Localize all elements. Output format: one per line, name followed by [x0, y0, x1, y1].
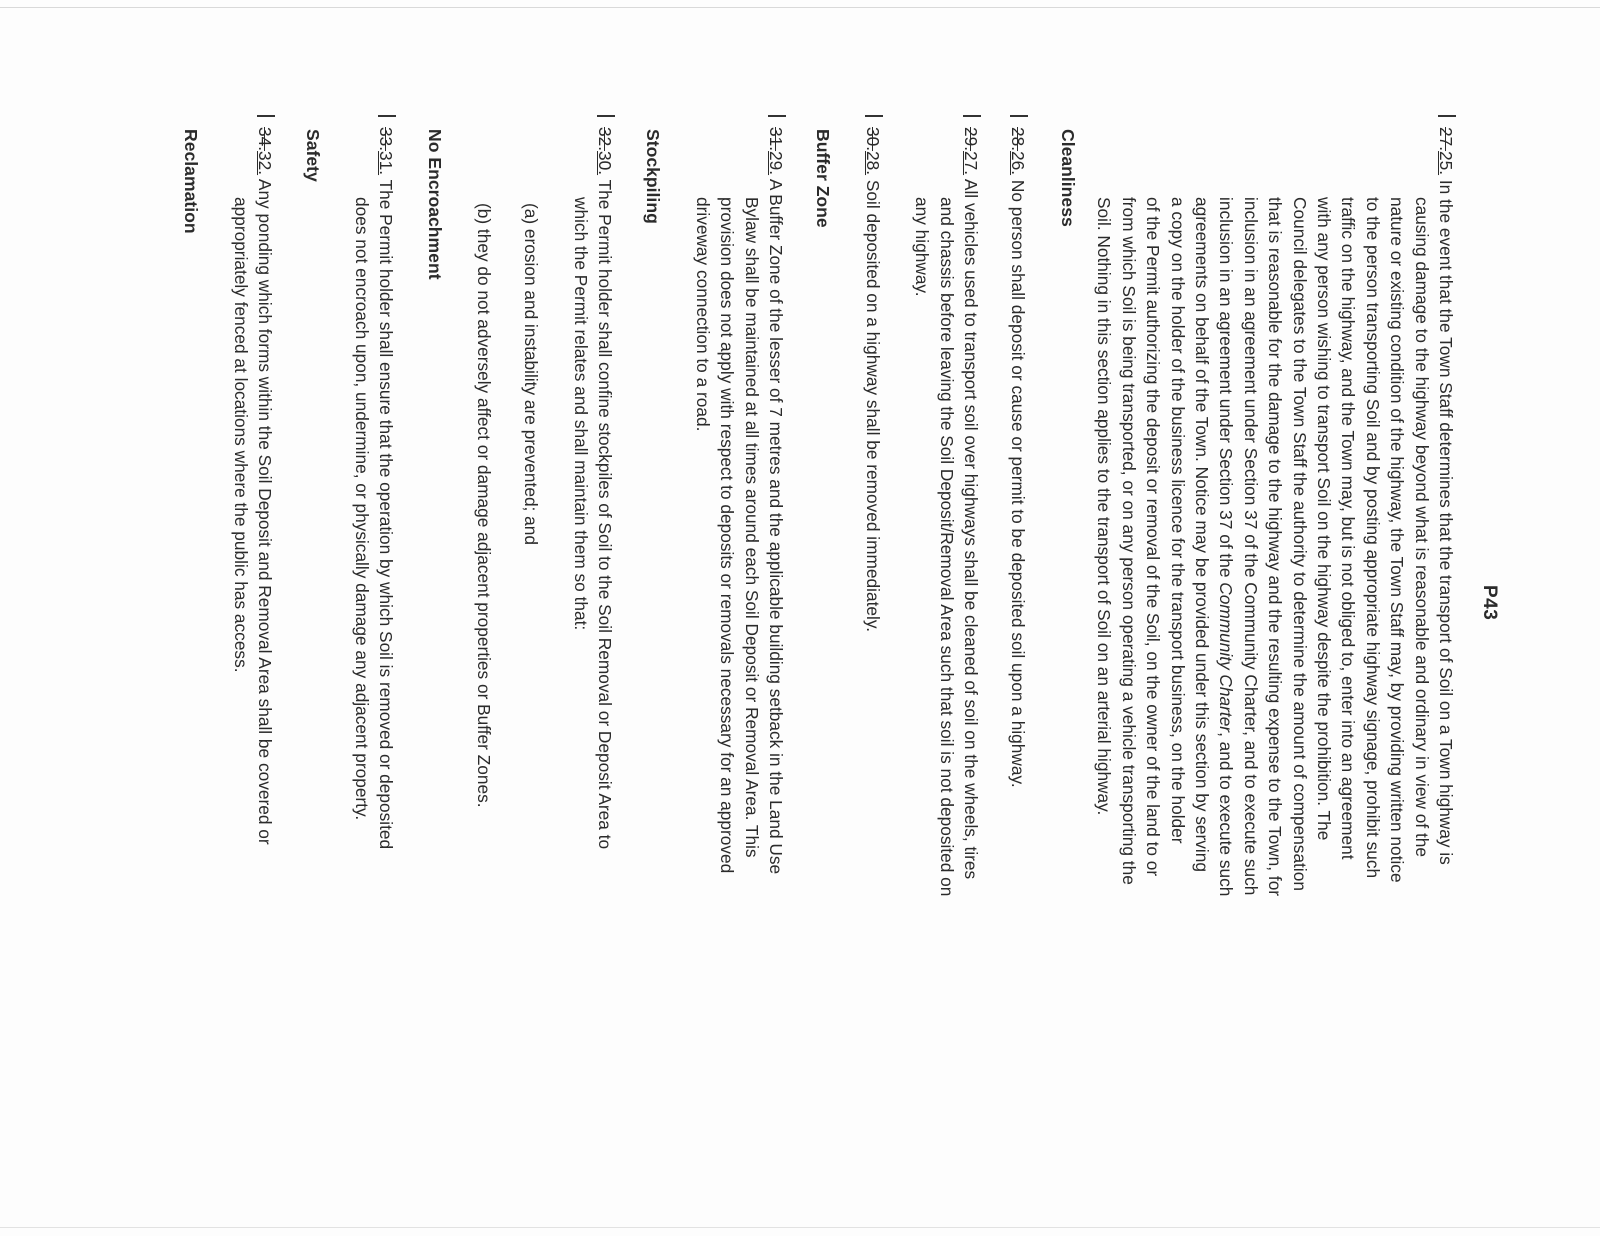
deleted-number: 27. [1436, 127, 1456, 152]
para-line: nature or existing condition of the highway, the Town Staff may, by providing written notice [1387, 197, 1408, 883]
para-line: traffic on the highway, and the Town may, but is not obliged to, enter into an agreement [1338, 197, 1359, 860]
para-line: appropriately fenced at locations where the public has access. [230, 197, 251, 673]
para-line: provision does not apply with respect to deposits or removals necessary for an approved [717, 197, 738, 874]
deleted-number: 34. [255, 127, 275, 152]
para-line: which the Permit relates and shall maintain them so that: [570, 197, 591, 631]
list-item-b: (b) they do not adversely affect or damage adjacent properties or Buffer Zones. [474, 203, 494, 808]
new-number: 29. [766, 151, 786, 176]
heading-no-encroachment: No Encroachment [425, 129, 445, 280]
new-number: 30. [595, 151, 615, 176]
para-line: Soil. Nothing in this section applies to the transport of Soil on an arterial highway. [1094, 197, 1115, 816]
para-line: agreements on behalf of the Town. Notice may be provided under this section by serving [1191, 197, 1212, 872]
deleted-number: 29. [961, 127, 981, 152]
revision-bar [1010, 115, 1028, 117]
revision-bar [1438, 115, 1456, 117]
heading-safety: Safety [303, 129, 323, 182]
rotated-document [165, 115, 1505, 1210]
new-number: 31. [376, 151, 396, 176]
scan-edge-bottom [0, 1227, 1600, 1228]
revision-bar [865, 115, 883, 117]
deleted-number: 32. [595, 127, 615, 152]
para-line: 29.27. All vehicles used to transport soil over highways shall be cleaned of soil on the wheels, tires [961, 127, 981, 880]
para-line: 32.30. The Permit holder shall confine stockpiles of Soil to the Soil Removal or Deposit Area to [595, 127, 615, 850]
para-line: that is reasonable for the damage to the highway and the resulting expense to the Town, for [1265, 197, 1286, 897]
italic-title: Community Charter [1216, 582, 1237, 733]
para-line: Council delegates to the Town Staff the authority to determine the amount of compensation [1289, 197, 1310, 891]
section-27 [910, 115, 983, 896]
para-line: inclusion in an agreement under Section 37 of the Community Charter, and to execute such [1216, 197, 1237, 897]
para-line: 28.26. No person shall deposit or cause or permit to be deposited soil upon a highway. [1008, 127, 1028, 788]
section-32 [228, 115, 277, 845]
para-line: driveway connection to a road. [692, 197, 713, 432]
revision-bar [768, 115, 786, 117]
heading-stockpiling: Stockpiling [643, 129, 663, 224]
section-26 [1006, 115, 1030, 788]
deleted-number: 30. [863, 127, 883, 152]
section-28 [861, 115, 885, 632]
new-number: 28. [863, 151, 883, 176]
para-line: Bylaw shall be maintained at all times around each Soil Deposit or Removal Area. This [741, 197, 762, 858]
revision-bar [378, 115, 396, 117]
para-line: of the Permit authorizing the deposit or removal of the Soil, on the owner of the land to or [1143, 197, 1164, 877]
revision-bar [257, 115, 275, 117]
para-line: 30.28. Soil deposited on a highway shall be removed immediately. [863, 127, 883, 632]
scan-edge-top [0, 7, 1600, 8]
list-item-a: (a) erosion and instability are prevented; and [521, 203, 541, 545]
para-line: and chassis before leaving the Soil Deposit/Removal Area such that soil is not deposited on [936, 197, 957, 897]
new-number: 27. [961, 151, 981, 176]
deleted-number: 28. [1008, 127, 1028, 152]
para-line: from which Soil is being transported, or on any person operating a vehicle transporting the [1118, 197, 1139, 885]
para-line: causing damage to the highway beyond what is reasonable and ordinary in view of the [1411, 197, 1432, 857]
section-30 [568, 115, 617, 849]
para-line: 27.25. In the event that the Town Staff determines that the transport of Soil on a Town highway is [1436, 127, 1456, 865]
para-line: with any person wishing to transport Soil on the highway despite the prohibition. The [1313, 197, 1334, 841]
para-line: 31.29. A Buffer Zone of the lesser of 7 metres and the applicable building setback in the Land Use [766, 127, 786, 875]
para-line: 34.32. Any ponding which forms within the Soil Deposit and Removal Area shall be covered or [255, 127, 275, 845]
section-31 [349, 115, 398, 849]
para-line: a copy on the holder of the business licence for the transport business, on the holder [1167, 197, 1188, 844]
deleted-number: 31. [766, 127, 786, 152]
section-29 [690, 115, 788, 874]
heading-reclamation: Reclamation [181, 129, 201, 234]
deleted-number: 33. [376, 127, 396, 152]
para-line: does not encroach upon, undermine, or physically damage any adjacent property. [351, 197, 372, 821]
section-25 [1092, 115, 1458, 896]
para-line: inclusion in an agreement under Section 37 of the Community Charter, and to execute such [1240, 197, 1261, 896]
heading-buffer-zone: Buffer Zone [813, 129, 833, 228]
page-number: P43 [1479, 585, 1500, 621]
revision-bar [597, 115, 615, 117]
new-number: 32. [255, 151, 275, 176]
new-number: 25. [1436, 151, 1456, 176]
para-line: to the person transporting Soil and by posting appropriate highway signage, prohibit such [1362, 197, 1383, 879]
para-line: 33.31. The Permit holder shall ensure that the operation by which Soil is removed or deposited [376, 127, 396, 850]
para-line: any highway. [912, 197, 933, 297]
revision-bar [963, 115, 981, 117]
heading-cleanliness: Cleanliness [1058, 129, 1078, 227]
new-number: 26. [1008, 151, 1028, 176]
